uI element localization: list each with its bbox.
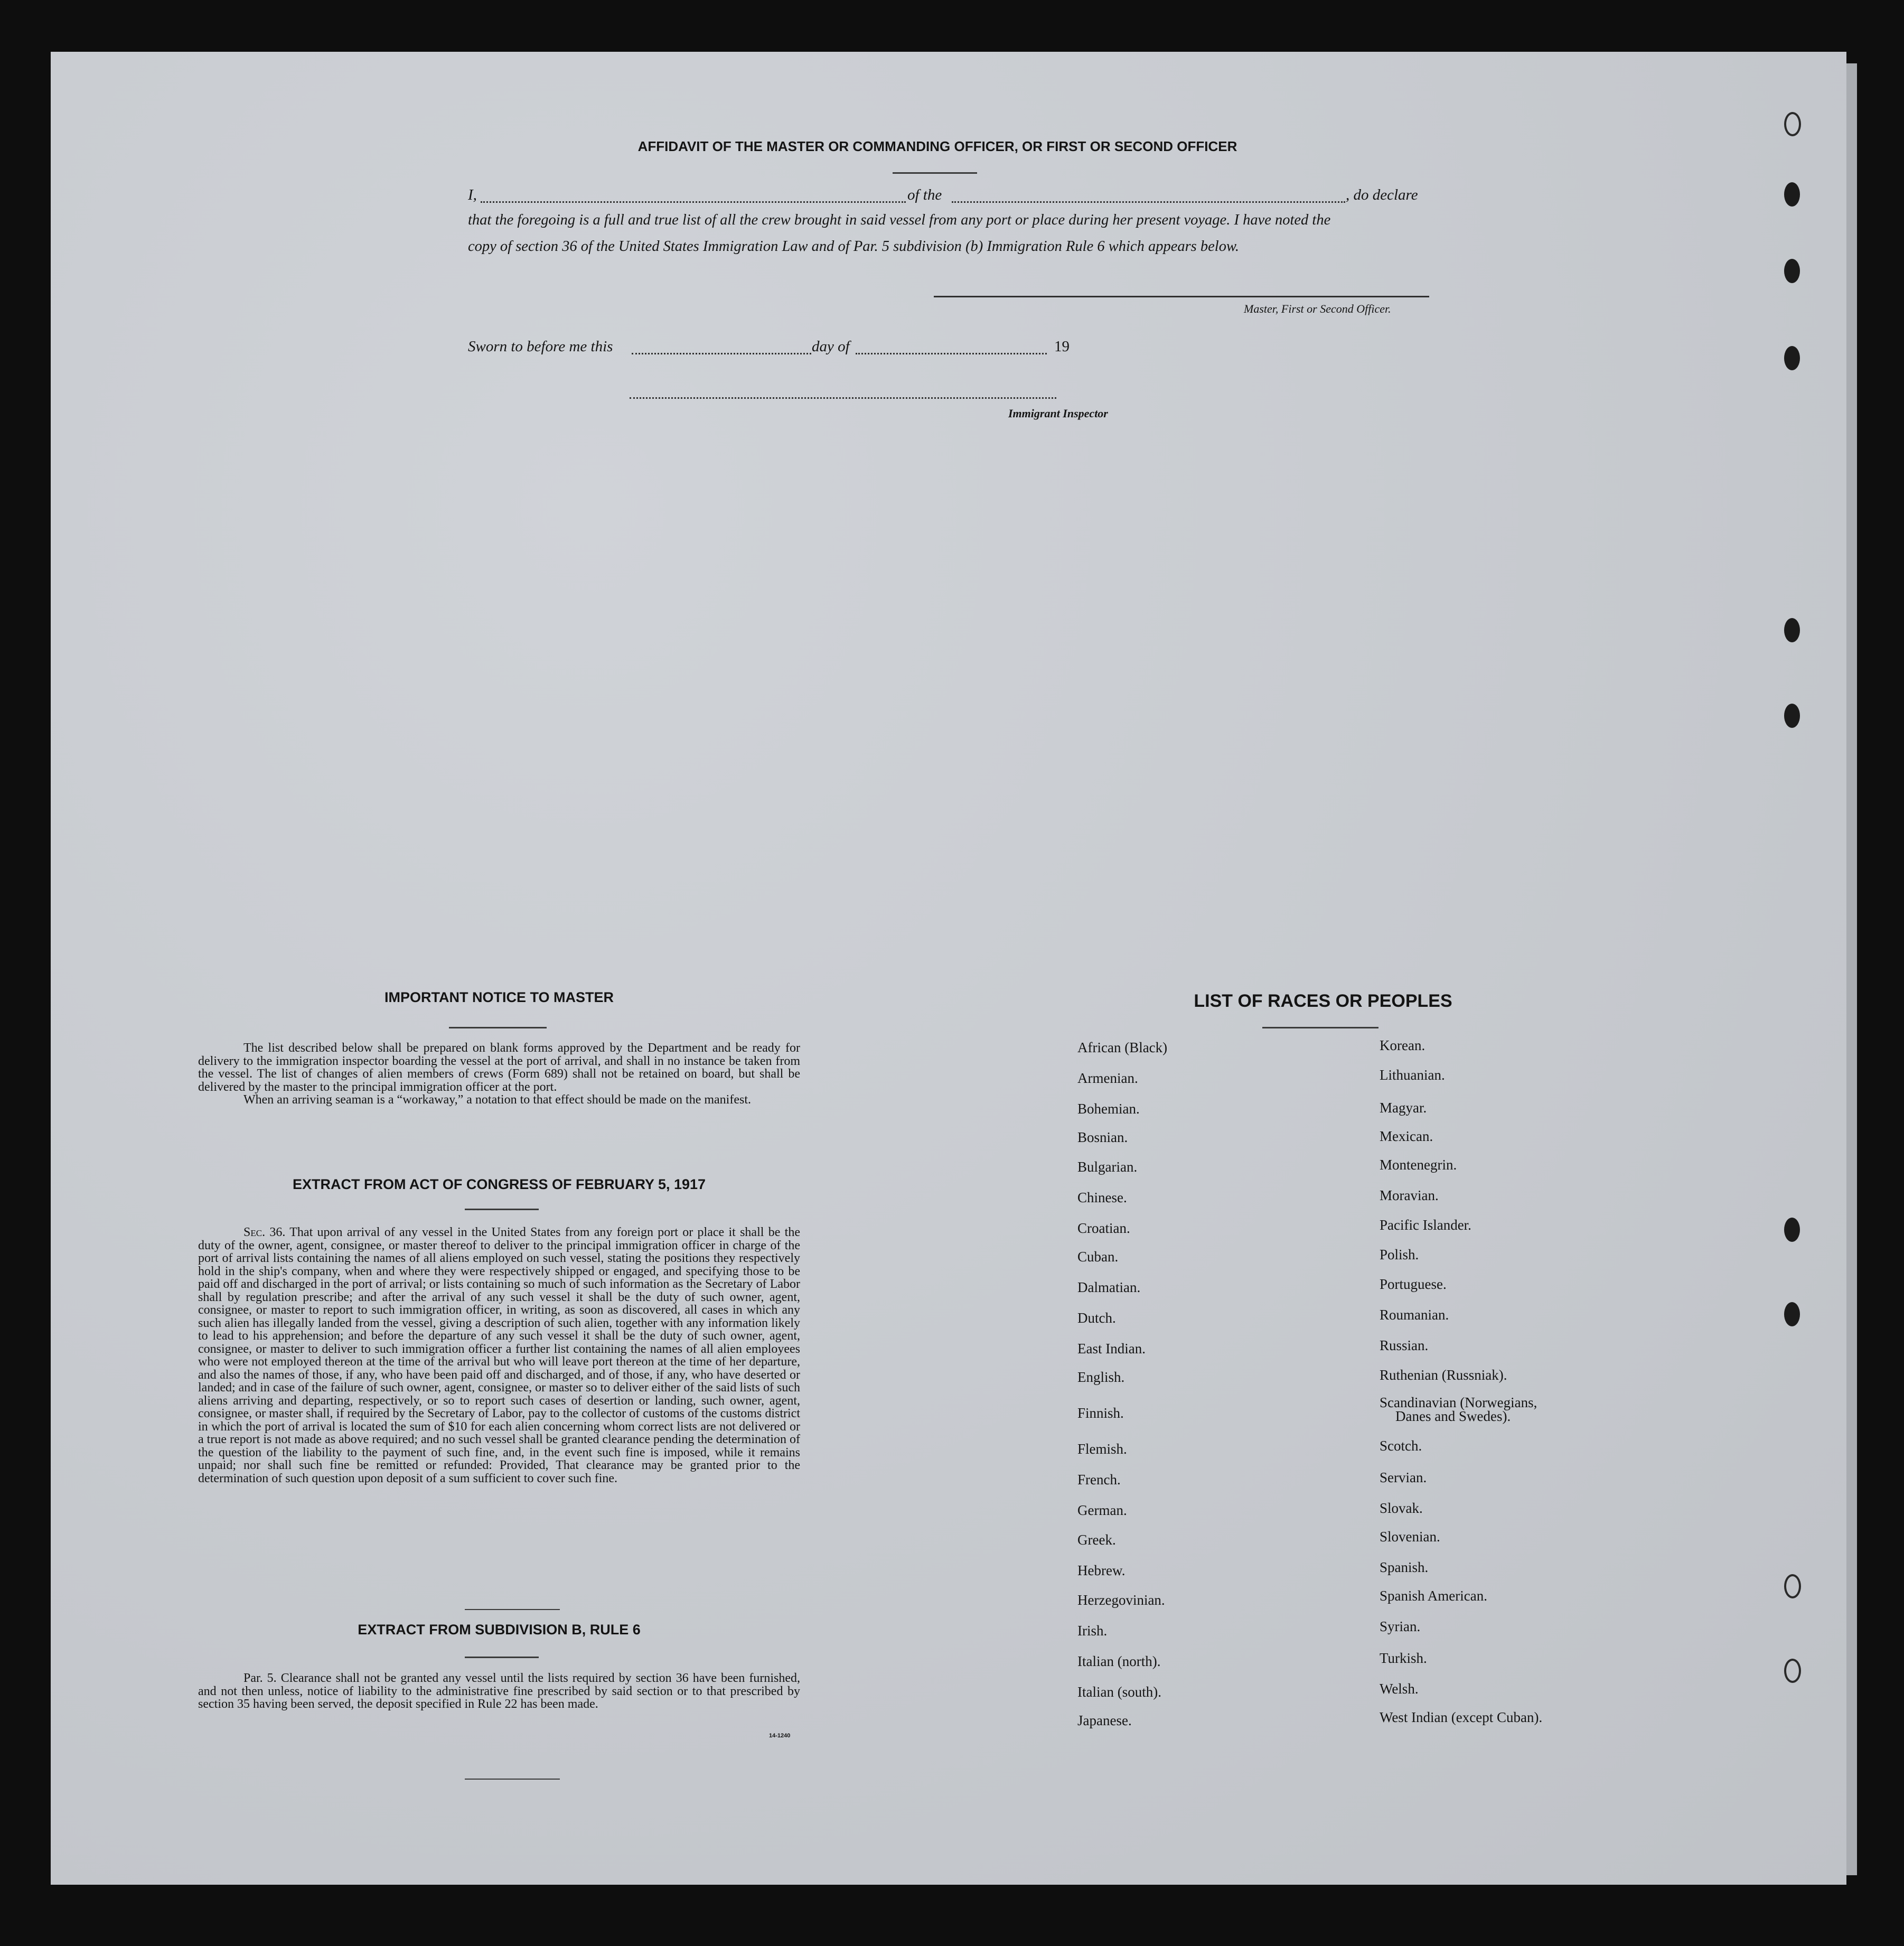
- race-item: French.: [1077, 1472, 1121, 1487]
- extract-rule-rule: [465, 1657, 539, 1658]
- affidavit-i: I,: [468, 186, 477, 203]
- race-item: Dalmatian.: [1077, 1279, 1141, 1295]
- race-item: Italian (north).: [1077, 1653, 1161, 1669]
- race-item: Dutch.: [1077, 1310, 1116, 1326]
- race-item: Finnish.: [1077, 1405, 1124, 1421]
- vessel-name-field[interactable]: [952, 201, 1345, 203]
- affidavit-line-3: copy of section 36 of the United States Immigration Law and of Par. 5 subdivision (b) Immigration Rule 6 which appears below.: [468, 238, 1239, 255]
- race-item: Welsh.: [1380, 1681, 1419, 1697]
- extract-act-rule: [465, 1209, 539, 1210]
- race-item: Russian.: [1380, 1337, 1429, 1353]
- race-item: Korean.: [1380, 1037, 1425, 1053]
- affidavit-line-2: that the foregoing is a full and true list of all the crew brought in said vessel from any port or place during her present voyage. I have noted the: [468, 212, 1331, 228]
- race-item: Slovenian.: [1380, 1529, 1440, 1545]
- race-item: Servian.: [1380, 1470, 1427, 1485]
- binder-hole: [1784, 1659, 1801, 1683]
- race-item: English.: [1077, 1369, 1125, 1385]
- race-item: Greek.: [1077, 1532, 1116, 1548]
- master-signature-line[interactable]: [934, 296, 1429, 297]
- binder-hole: [1784, 618, 1800, 642]
- form-number: 14-1240: [769, 1733, 791, 1739]
- rule-6-text: Par. 5. Clearance shall not be granted any vessel until the lists required by section 36 have been furnished, and not then unless, notice of liability to the administrative fine prescribed by said section or to that prescribed by section 35 having been served, the deposit specified in Rule 22 has been made.: [198, 1671, 800, 1711]
- sworn-month-field[interactable]: [856, 353, 1047, 354]
- bottom-rule: [465, 1779, 560, 1780]
- extract-act-title: EXTRACT FROM ACT OF CONGRESS OF FEBRUARY 5, 1917: [292, 1176, 706, 1192]
- race-item: Portuguese.: [1380, 1276, 1447, 1292]
- races-title: LIST OF RACES OR PEOPLES: [1194, 991, 1452, 1011]
- signature-label: Master, First or Second Officer.: [1244, 302, 1391, 315]
- binder-hole: [1784, 1218, 1800, 1242]
- race-item: Lithuanian.: [1380, 1067, 1445, 1083]
- notice-title: IMPORTANT NOTICE TO MASTER: [384, 989, 614, 1005]
- race-item: Turkish.: [1380, 1650, 1427, 1666]
- races-rule: [1262, 1027, 1378, 1028]
- notice-paragraph-2: When an arriving seaman is a “workaway,” a notation to that effect should be made on the manifest.: [243, 1093, 751, 1107]
- race-item: Mexican.: [1380, 1128, 1433, 1144]
- affidavit-title: AFFIDAVIT OF THE MASTER OR COMMANDING OFFICER, OR FIRST OR SECOND OFFICER: [637, 138, 1237, 154]
- title-rule: [893, 172, 977, 174]
- extract-rule-title: EXTRACT FROM SUBDIVISION B, RULE 6: [358, 1622, 641, 1638]
- race-item: Bohemian.: [1077, 1101, 1140, 1117]
- extract-act-body: [198, 1226, 800, 1485]
- race-item: Scotch.: [1380, 1438, 1422, 1454]
- race-item: Flemish.: [1077, 1441, 1127, 1457]
- binder-hole: [1784, 182, 1800, 207]
- race-item: Ruthenian (Russniak).: [1380, 1367, 1507, 1383]
- race-item: Herzegovinian.: [1077, 1592, 1165, 1608]
- race-item: Armenian.: [1077, 1070, 1138, 1086]
- binder-hole: [1784, 704, 1800, 728]
- race-item: West Indian (except Cuban).: [1380, 1709, 1543, 1725]
- binder-hole: [1784, 112, 1801, 136]
- race-item: Syrian.: [1380, 1618, 1421, 1634]
- race-item: Roumanian.: [1380, 1307, 1449, 1323]
- year-prefix: 19: [1054, 338, 1070, 355]
- race-item: Pacific Islander.: [1380, 1217, 1471, 1233]
- race-item: Bulgarian.: [1077, 1159, 1138, 1175]
- race-item: Montenegrin.: [1380, 1157, 1457, 1173]
- sworn-text: Sworn to before me this: [468, 338, 613, 355]
- form-page: [51, 52, 1846, 1885]
- race-item: Spanish.: [1380, 1559, 1429, 1575]
- race-item: Japanese.: [1077, 1713, 1132, 1728]
- race-item: Polish.: [1380, 1247, 1419, 1262]
- race-item: African (Black): [1077, 1040, 1168, 1055]
- race-item: Scandinavian (Norwegians,: [1380, 1395, 1537, 1410]
- race-item-continued: Danes and Swedes).: [1395, 1408, 1511, 1424]
- race-item: Magyar.: [1380, 1100, 1427, 1116]
- race-item: Spanish American.: [1380, 1588, 1487, 1604]
- extract-rule-body: [198, 1672, 800, 1711]
- extract-act-end-rule: [465, 1609, 560, 1610]
- race-item: Bosnian.: [1077, 1129, 1128, 1145]
- race-item: Chinese.: [1077, 1190, 1127, 1205]
- binder-hole: [1784, 1574, 1801, 1598]
- race-item: Moravian.: [1380, 1187, 1439, 1203]
- binder-hole: [1784, 1302, 1800, 1326]
- declarant-name-field[interactable]: [481, 201, 906, 203]
- binder-hole: [1784, 346, 1800, 370]
- notice-rule: [449, 1027, 547, 1028]
- day-of-text: day of: [812, 338, 850, 355]
- race-item: Hebrew.: [1077, 1563, 1125, 1578]
- race-item: Irish.: [1077, 1623, 1108, 1639]
- race-item: Slovak.: [1380, 1500, 1423, 1516]
- affidavit-do-declare: , do declare: [1346, 186, 1418, 203]
- race-item: German.: [1077, 1502, 1127, 1518]
- affidavit-of-the: of the: [907, 186, 942, 203]
- notice-paragraph-1: The list described below shall be prepared on blank forms approved by the Department and be ready for delivery to the immigration inspector boarding the vessel at the port of arrival, and shall in no instance be taken from the vessel. The list of changes of alien members of crews (Form 689) shall not be retained on board, but shall be delivered by the master to the principal immigration officer at the port.: [198, 1041, 800, 1094]
- race-item: Croatian.: [1077, 1220, 1130, 1236]
- race-item: Cuban.: [1077, 1249, 1119, 1265]
- section-36-text: That upon arrival of any vessel in the United States from any foreign port or place it shall be the duty of the owner, agent, consignee, or master thereof to deliver to the principal immigration officer in charge of the port of arrival lists containing the names of all aliens employed on such vessel, stating the positions they respectively hold in the ship's company, when and where they were respectively shipped or engaged, and specifying those to be paid off and discharged in the port of arrival; or lists containing so much of such information as the Secretary of Labor shall by regulation prescribe; and after the arrival of any such vessel it shall be the duty of such owner, agent, consignee, or master to report to such immigration officer, in writing, as soon as discovered, all cases in which any such alien has illegally landed from the vessel, giving a description of such alien, together with any information likely to lead to his apprehension; and before the departure of any such vessel it shall be the duty of such owner, agent, consignee, or master to deliver to such immigration officer a further list containing the names of all alien employees who were not employed thereon at the time of the arrival but who will leave port thereon at the time of her departure, and also the names of those, if any, who have been paid off and discharged, and of those, if any, who have deserted or landed; and in case of the failure of such owner, agent, consignee, or master so to deliver either of the said lists of such aliens arriving and departing, respectively, or so to report such cases of desertion or landing, such owner, agent, consignee, or master shall, if required by the Secretary of Labor, pay to the collector of customs of the customs district in which the port of arrival is located the sum of $10 for each alien concerning whom correct lists are not delivered or a true report is not made as above required; and no such vessel shall be granted clearance pending the determination of the question of the liability to the payment of such fine, and, in the event such fine is imposed, while it remains unpaid; nor shall such fine be remitted or refunded: Provided, That clearance may be granted prior to the determination of such question upon deposit of a sum sufficient to cover such fine.: [198, 1225, 801, 1485]
- race-item: Italian (south).: [1077, 1684, 1161, 1700]
- inspector-label: Immigrant Inspector: [1008, 407, 1108, 420]
- binder-hole: [1784, 259, 1800, 283]
- notice-body: [198, 1042, 800, 1107]
- race-item: East Indian.: [1077, 1341, 1146, 1356]
- sworn-day-field[interactable]: [632, 353, 811, 354]
- inspector-signature-line[interactable]: [630, 397, 1056, 399]
- section-label: Sec. 36.: [243, 1225, 286, 1239]
